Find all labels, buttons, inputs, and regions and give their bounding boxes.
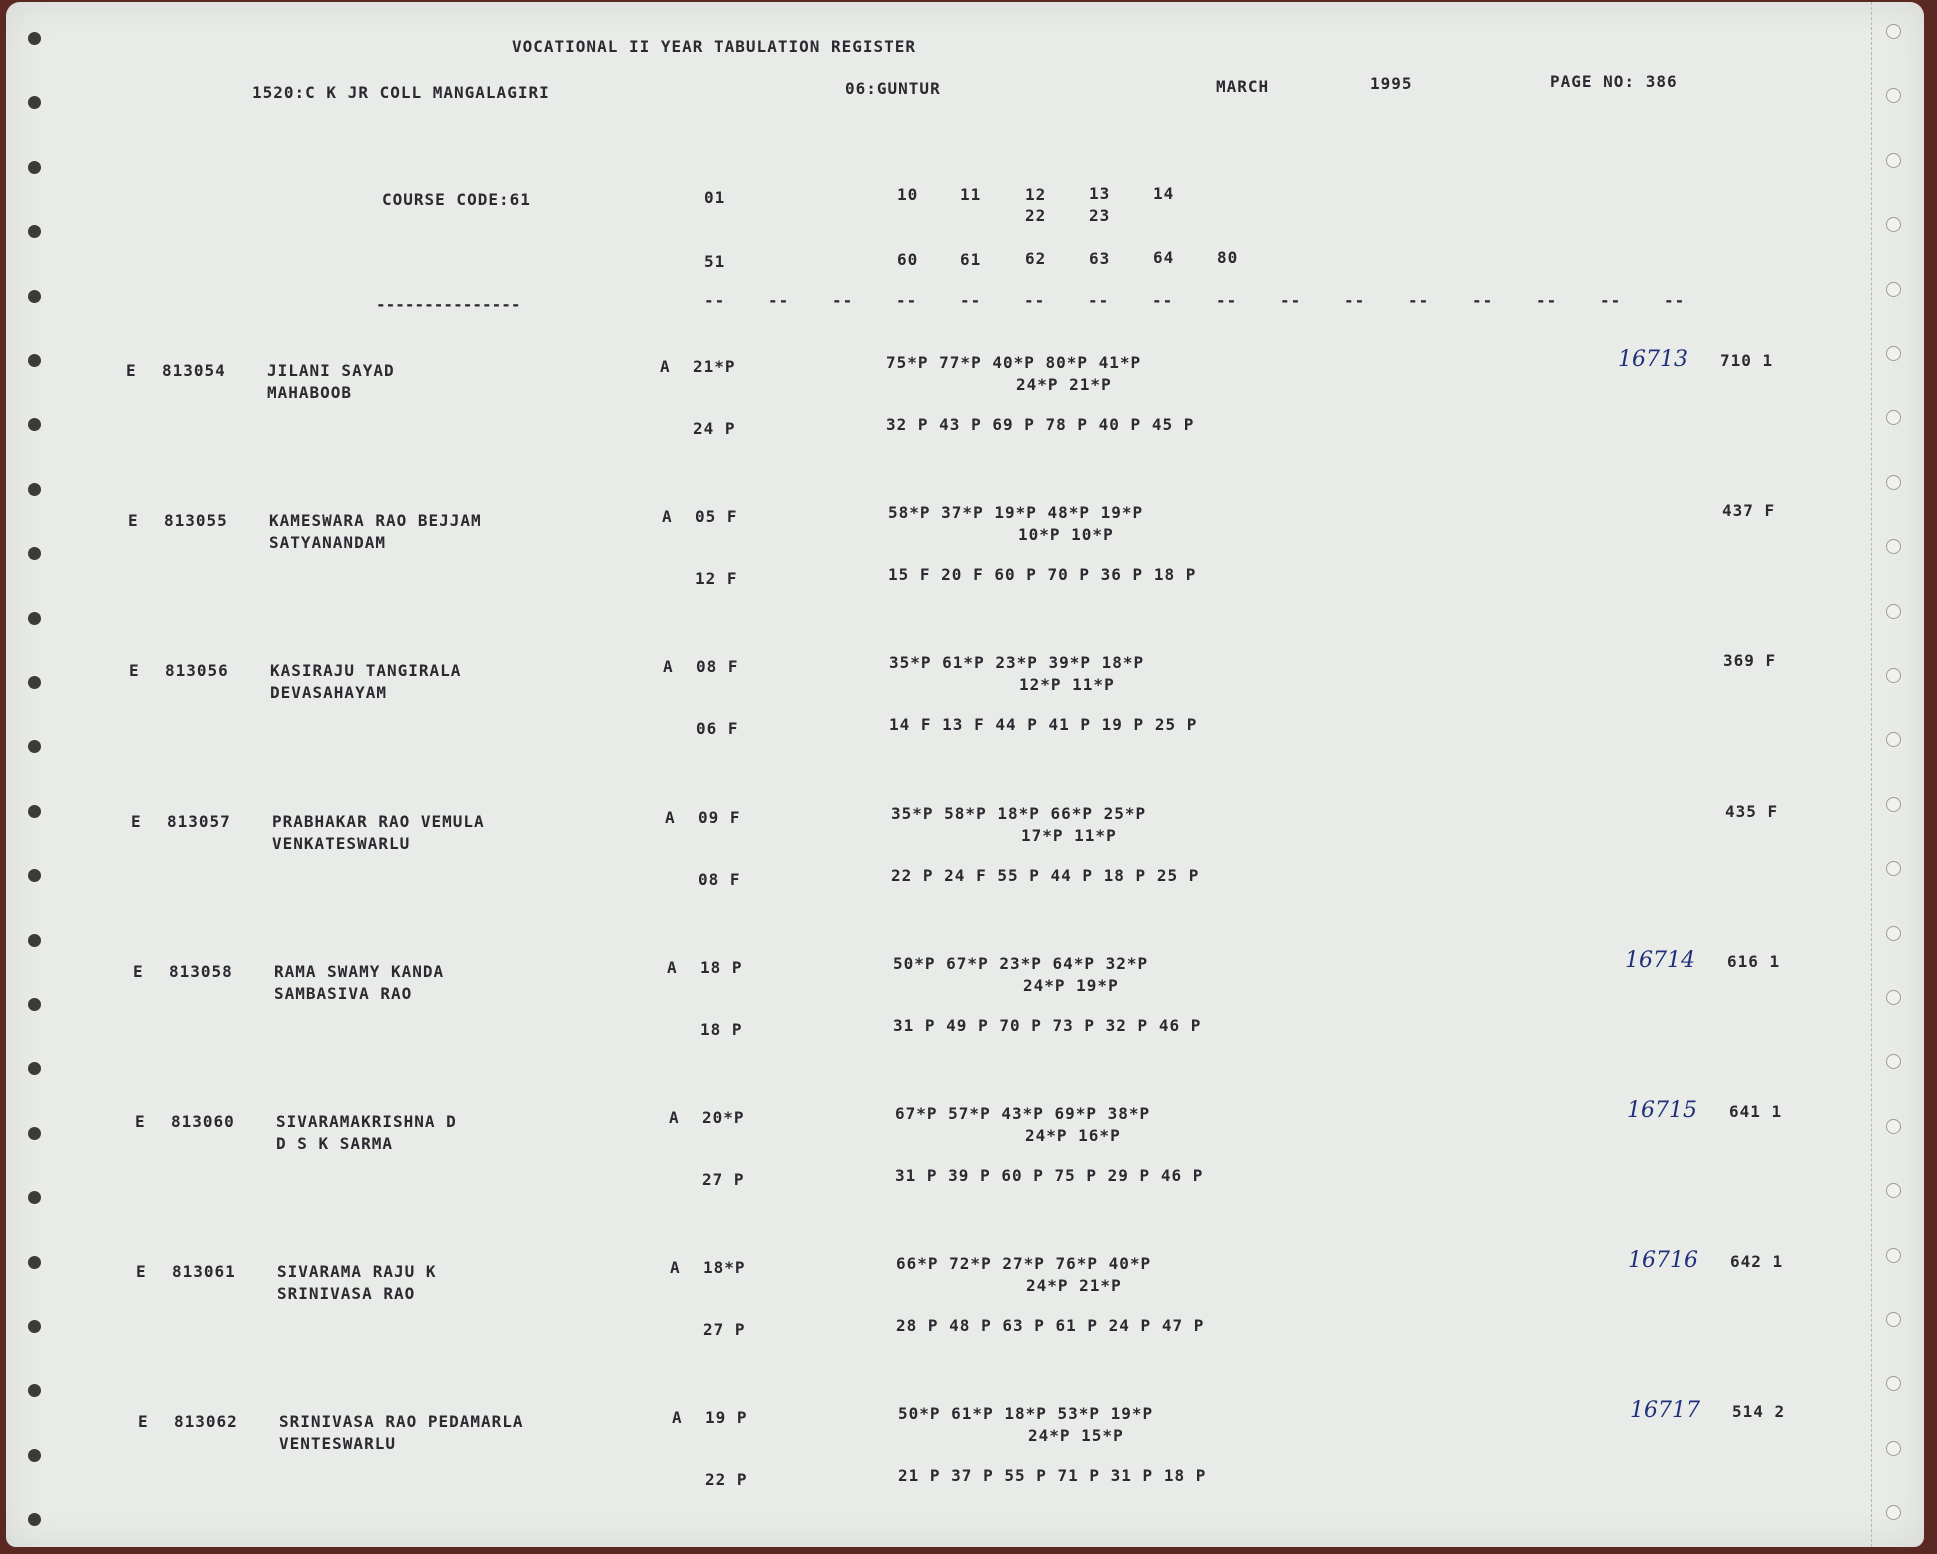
feed-hole <box>28 869 41 882</box>
rule-dash: -- <box>832 291 854 310</box>
feed-hole <box>1886 1054 1901 1069</box>
feed-hole <box>1886 217 1901 232</box>
mark-subject-01: 09 F <box>698 808 741 827</box>
feed-hole <box>1886 88 1901 103</box>
page-number: PAGE NO: 386 <box>1550 72 1678 91</box>
total-and-result: 616 1 <box>1727 952 1781 971</box>
code-22: 22 <box>1025 206 1047 225</box>
marks-row-a: 35*P 58*P 18*P 66*P 25*P <box>891 804 1147 823</box>
handwritten-serial: 16713 <box>1618 347 1688 372</box>
parent-name: VENKATESWARLU <box>272 834 411 853</box>
feed-hole <box>1886 153 1901 168</box>
marks-row-b: 31 P 49 P 70 P 73 P 32 P 46 P <box>893 1016 1202 1035</box>
district: 06:GUNTUR <box>845 79 941 98</box>
parent-name: DEVASAHAYAM <box>270 683 387 702</box>
code-62: 62 <box>1025 249 1047 268</box>
feed-hole <box>1886 346 1901 361</box>
feed-hole <box>1886 797 1901 812</box>
marks-row-a: 35*P 61*P 23*P 39*P 18*P <box>889 653 1145 672</box>
course-code: COURSE CODE:61 <box>382 190 531 209</box>
rule-dash: -- <box>960 291 982 310</box>
marks-row-a: 58*P 37*P 19*P 48*P 19*P <box>888 503 1144 522</box>
category-code: E <box>138 1412 149 1431</box>
status-flag: A <box>665 808 676 827</box>
mark-subject-01: 20*P <box>702 1108 745 1127</box>
total-and-result: 369 F <box>1723 651 1777 670</box>
feed-hole <box>28 32 41 45</box>
category-code: E <box>128 511 139 530</box>
feed-hole <box>1886 1119 1901 1134</box>
feed-hole <box>28 612 41 625</box>
parent-name: SAMBASIVA RAO <box>274 984 413 1003</box>
student-name: KASIRAJU TANGIRALA <box>270 661 462 680</box>
handwritten-serial: 16715 <box>1627 1098 1697 1123</box>
parent-name: MAHABOOB <box>267 383 353 402</box>
marks-row-a-sub: 24*P 15*P <box>1028 1426 1124 1445</box>
mark-subject-51: 18 P <box>700 1020 743 1039</box>
total-and-result: 710 1 <box>1720 351 1774 370</box>
feed-hole <box>1886 539 1901 554</box>
code-23: 23 <box>1089 206 1111 225</box>
marks-row-a-sub: 24*P 19*P <box>1023 976 1119 995</box>
student-number: 813060 <box>171 1112 235 1131</box>
student-number: 813057 <box>167 812 231 831</box>
parent-name: SRINIVASA RAO <box>277 1284 416 1303</box>
rule-dash: -- <box>704 291 726 310</box>
feed-hole <box>1886 24 1901 39</box>
code-60: 60 <box>897 250 919 269</box>
code-13: 13 <box>1089 184 1111 203</box>
feed-hole <box>1886 990 1901 1005</box>
rule-dash: -- <box>1344 291 1366 310</box>
mark-subject-51: 27 P <box>702 1170 745 1189</box>
mark-subject-51: 06 F <box>696 719 739 738</box>
student-name: SRINIVASA RAO PEDAMARLA <box>279 1412 524 1431</box>
handwritten-serial: 16716 <box>1628 1248 1698 1273</box>
status-flag: A <box>660 357 671 376</box>
marks-row-b: 28 P 48 P 63 P 61 P 24 P 47 P <box>896 1316 1205 1335</box>
marks-row-a-sub: 24*P 21*P <box>1026 1276 1122 1295</box>
status-flag: A <box>672 1408 683 1427</box>
college-name: 1520:C K JR COLL MANGALAGIRI <box>252 83 550 102</box>
mark-subject-01: 05 F <box>695 507 738 526</box>
student-number: 813055 <box>164 511 228 530</box>
category-code: E <box>129 661 140 680</box>
tractor-holes-left <box>28 2 58 1547</box>
feed-hole <box>28 354 41 367</box>
category-code: E <box>133 962 144 981</box>
rule-dash: -- <box>1088 291 1110 310</box>
total-and-result: 642 1 <box>1730 1252 1784 1271</box>
feed-hole <box>28 1191 41 1204</box>
marks-row-b: 21 P 37 P 55 P 71 P 31 P 18 P <box>898 1466 1207 1485</box>
feed-hole <box>1886 410 1901 425</box>
status-flag: A <box>669 1108 680 1127</box>
student-number: 813058 <box>169 962 233 981</box>
student-number: 813061 <box>172 1262 236 1281</box>
marks-row-a: 50*P 67*P 23*P 64*P 32*P <box>893 954 1149 973</box>
rule-dash: -- <box>1024 291 1046 310</box>
marks-row-b: 14 F 13 F 44 P 41 P 19 P 25 P <box>889 715 1198 734</box>
code-64: 64 <box>1153 248 1175 267</box>
feed-hole <box>28 1384 41 1397</box>
feed-hole <box>1886 861 1901 876</box>
status-flag: A <box>670 1258 681 1277</box>
mark-subject-01: 19 P <box>705 1408 748 1427</box>
code-11: 11 <box>960 185 982 204</box>
feed-hole <box>1886 1505 1901 1520</box>
feed-hole <box>1886 282 1901 297</box>
rule-dash: -- <box>1472 291 1494 310</box>
marks-row-a-sub: 24*P 21*P <box>1016 375 1112 394</box>
marks-row-b: 32 P 43 P 69 P 78 P 40 P 45 P <box>886 415 1195 434</box>
marks-row-a: 66*P 72*P 27*P 76*P 40*P <box>896 1254 1152 1273</box>
feed-hole <box>28 934 41 947</box>
feed-hole <box>28 1449 41 1462</box>
student-name: RAMA SWAMY KANDA <box>274 962 445 981</box>
feed-hole <box>1886 475 1901 490</box>
feed-hole <box>28 1320 41 1333</box>
feed-hole <box>1886 732 1901 747</box>
feed-hole <box>1886 1183 1901 1198</box>
marks-row-b: 31 P 39 P 60 P 75 P 29 P 46 P <box>895 1166 1204 1185</box>
feed-hole <box>28 418 41 431</box>
register-title: VOCATIONAL II YEAR TABULATION REGISTER <box>512 37 917 56</box>
rule-dash: -- <box>896 291 918 310</box>
feed-hole <box>28 740 41 753</box>
mark-subject-51: 24 P <box>693 419 736 438</box>
mark-subject-51: 22 P <box>705 1470 748 1489</box>
feed-hole <box>1886 1312 1901 1327</box>
rule-dash: -- <box>1536 291 1558 310</box>
code-01: 01 <box>704 188 726 207</box>
feed-hole <box>28 547 41 560</box>
feed-hole <box>1886 1248 1901 1263</box>
feed-hole <box>1886 926 1901 941</box>
category-code: E <box>135 1112 146 1131</box>
category-code: E <box>126 361 137 380</box>
feed-hole <box>28 998 41 1011</box>
feed-hole <box>28 483 41 496</box>
name-rule: --------------- <box>376 295 521 314</box>
status-flag: A <box>663 657 674 676</box>
perforation-line <box>1871 2 1872 1547</box>
parent-name: VENTESWARLU <box>279 1434 396 1453</box>
feed-hole <box>28 805 41 818</box>
feed-hole <box>28 225 41 238</box>
feed-hole <box>28 1513 41 1526</box>
feed-hole <box>1886 604 1901 619</box>
code-61: 61 <box>960 250 982 269</box>
mark-subject-01: 18 P <box>700 958 743 977</box>
category-code: E <box>136 1262 147 1281</box>
marks-row-b: 22 P 24 F 55 P 44 P 18 P 25 P <box>891 866 1200 885</box>
total-and-result: 437 F <box>1722 501 1776 520</box>
rule-dash: -- <box>768 291 790 310</box>
marks-row-a-sub: 12*P 11*P <box>1019 675 1115 694</box>
tractor-holes-right <box>1886 2 1916 1547</box>
marks-row-a-sub: 17*P 11*P <box>1021 826 1117 845</box>
marks-row-a: 50*P 61*P 18*P 53*P 19*P <box>898 1404 1154 1423</box>
feed-hole <box>28 676 41 689</box>
feed-hole <box>28 1127 41 1140</box>
mark-subject-51: 27 P <box>703 1320 746 1339</box>
code-12: 12 <box>1025 185 1047 204</box>
code-14: 14 <box>1153 184 1175 203</box>
exam-month: MARCH <box>1216 77 1270 96</box>
status-flag: A <box>662 507 673 526</box>
code-51: 51 <box>704 252 726 271</box>
feed-hole <box>28 161 41 174</box>
mark-subject-51: 12 F <box>695 569 738 588</box>
student-number: 813056 <box>165 661 229 680</box>
rule-dash: -- <box>1280 291 1302 310</box>
total-and-result: 435 F <box>1725 802 1779 821</box>
mark-subject-51: 08 F <box>698 870 741 889</box>
marks-row-a: 67*P 57*P 43*P 69*P 38*P <box>895 1104 1151 1123</box>
feed-hole <box>1886 1376 1901 1391</box>
marks-row-a-sub: 24*P 16*P <box>1025 1126 1121 1145</box>
mark-subject-01: 18*P <box>703 1258 746 1277</box>
feed-hole <box>28 290 41 303</box>
code-80: 80 <box>1217 248 1239 267</box>
status-flag: A <box>667 958 678 977</box>
rule-dash: -- <box>1216 291 1238 310</box>
feed-hole <box>1886 668 1901 683</box>
mark-subject-01: 08 F <box>696 657 739 676</box>
feed-hole <box>28 96 41 109</box>
student-name: PRABHAKAR RAO VEMULA <box>272 812 485 831</box>
code-63: 63 <box>1089 249 1111 268</box>
marks-row-a-sub: 10*P 10*P <box>1018 525 1114 544</box>
handwritten-serial: 16714 <box>1625 948 1695 973</box>
rule-dash: -- <box>1152 291 1174 310</box>
student-name: SIVARAMAKRISHNA D <box>276 1112 457 1131</box>
code-10: 10 <box>897 185 919 204</box>
feed-hole <box>28 1062 41 1075</box>
feed-hole <box>1886 1441 1901 1456</box>
exam-year: 1995 <box>1370 74 1413 93</box>
total-and-result: 641 1 <box>1729 1102 1783 1121</box>
student-number: 813062 <box>174 1412 238 1431</box>
feed-hole <box>28 1256 41 1269</box>
parent-name: D S K SARMA <box>276 1134 393 1153</box>
rule-dash: -- <box>1408 291 1430 310</box>
student-number: 813054 <box>162 361 226 380</box>
student-name: JILANI SAYAD <box>267 361 395 380</box>
mark-subject-01: 21*P <box>693 357 736 376</box>
parent-name: SATYANANDAM <box>269 533 386 552</box>
handwritten-serial: 16717 <box>1630 1398 1700 1423</box>
rule-dash: -- <box>1664 291 1686 310</box>
rule-dash: -- <box>1600 291 1622 310</box>
marks-row-b: 15 F 20 F 60 P 70 P 36 P 18 P <box>888 565 1197 584</box>
student-name: KAMESWARA RAO BEJJAM <box>269 511 482 530</box>
category-code: E <box>131 812 142 831</box>
total-and-result: 514 2 <box>1732 1402 1786 1421</box>
marks-row-a: 75*P 77*P 40*P 80*P 41*P <box>886 353 1142 372</box>
student-name: SIVARAMA RAJU K <box>277 1262 437 1281</box>
